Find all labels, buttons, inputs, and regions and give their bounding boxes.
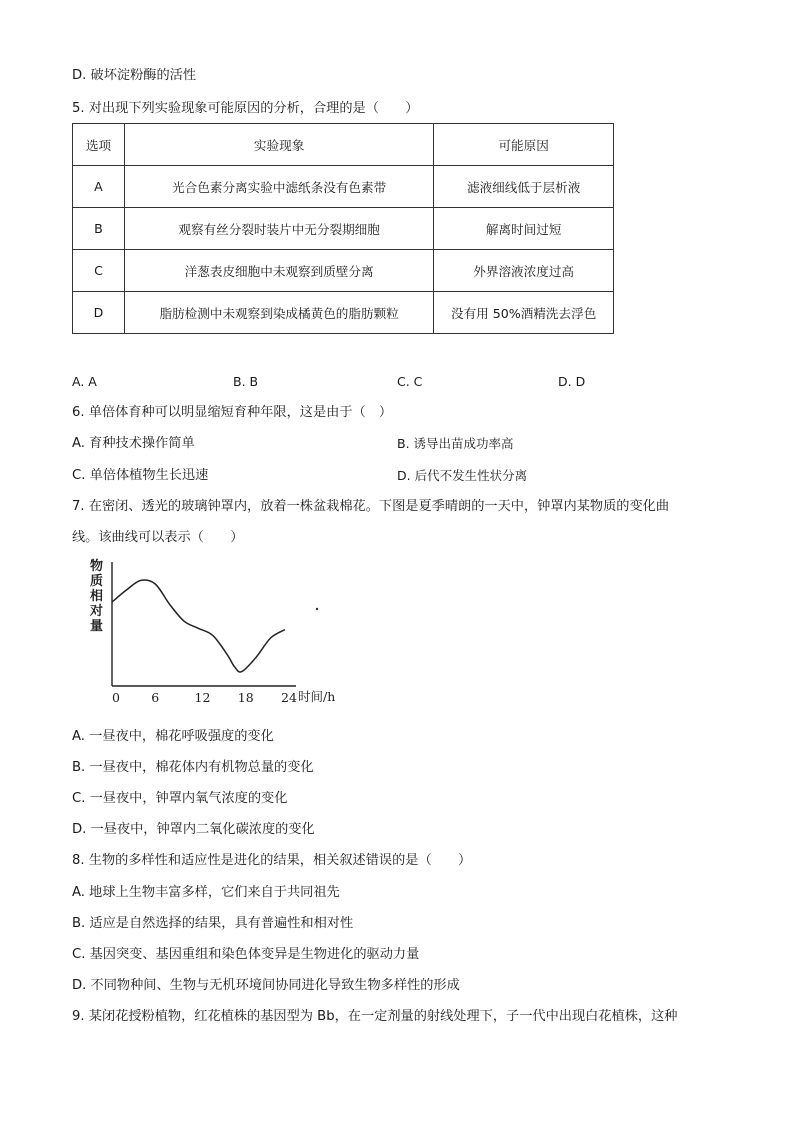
table-header-row: [73, 124, 614, 166]
q8-option-b: B. 适应是自然选择的结果，具有普遍性和相对性: [72, 916, 354, 931]
table-cell: D: [73, 292, 125, 334]
table-cell: 解离时间过短: [434, 208, 614, 250]
table-header-cell: 选项: [73, 124, 125, 166]
q8-option-a: A. 地球上生物丰富多样，它们来自于共同祖先: [72, 885, 340, 900]
q5-option-b: B. B: [233, 374, 259, 389]
q8-option-d: D. 不同物种间、生物与无机环境间协同进化导致生物多样性的形成: [72, 978, 460, 993]
x-tick-label: 18: [237, 690, 254, 705]
q8-stem: 8. 生物的多样性和适应性是进化的结果，相关叙述错误的是（ ）: [72, 853, 472, 868]
x-tick-label: 6: [151, 690, 160, 705]
q8-option-c: C. 基因突变、基因重组和染色体变异是生物进化的驱动力量: [72, 947, 420, 962]
table-cell: 光合色素分离实验中滤纸条没有色素带: [124, 166, 433, 208]
table-cell: A: [73, 166, 125, 208]
y-axis-label: [89, 558, 103, 634]
table-cell: 洋葱表皮细胞中未观察到质壁分离: [124, 250, 433, 292]
y-axis-label-char: 相: [90, 589, 104, 604]
q6-option-a: A. 育种技术操作简单: [72, 436, 195, 451]
y-axis-label-char: 量: [90, 619, 104, 634]
x-axis-label: 时间/h: [298, 689, 336, 704]
table-cell: 没有用 50%酒精洗去浮色: [434, 292, 614, 334]
y-axis-label-char: 物: [90, 559, 104, 574]
x-tick-label: 24: [281, 690, 297, 705]
table-row: [73, 166, 614, 208]
q6-option-b: B. 诱导出苗成功率高: [397, 436, 514, 451]
table-cell: 滤液细线低于层析液: [434, 166, 614, 208]
table-header-cell: 实验现象: [124, 124, 433, 166]
q4-option-d: D. 破坏淀粉酶的活性: [72, 68, 197, 83]
table-cell: 脂肪检测中未观察到染成橘黄色的脂肪颗粒: [124, 292, 433, 334]
table-cell: B: [73, 208, 125, 250]
q9-stem: 9. 某闭花授粉植物，红花植株的基因型为 Bb，在一定剂量的射线处理下，子一代中出现白花植株，这种: [72, 1009, 678, 1024]
table-row: [73, 250, 614, 292]
y-axis-label-char: 对: [90, 604, 104, 619]
table-cell: 观察有丝分裂时装片中无分裂期细胞: [124, 208, 433, 250]
q6-option-d: D. 后代不发生性状分离: [397, 468, 528, 483]
q5-option-d: D. D: [558, 374, 586, 389]
q7-stem-line-1: 7. 在密闭、透光的玻璃钟罩内，放着一株盆栽棉花。下图是夏季晴朗的一天中，钟罩内某物质的变化曲: [72, 499, 670, 514]
q7-graph-svg: [86, 556, 356, 712]
table-header-cell: 可能原因: [434, 124, 614, 166]
q5-option-a: A. A: [72, 374, 97, 389]
q7-option-c: C. 一昼夜中，钟罩内氧气浓度的变化: [72, 791, 288, 806]
q7-option-d: D. 一昼夜中，钟罩内二氧化碳浓度的变化: [72, 822, 315, 837]
q6-stem: 6. 单倍体育种可以明显缩短育种年限，这是由于（ ）: [72, 405, 393, 420]
q7-stem-line-2: 线。该曲线可以表示（ ）: [72, 530, 244, 545]
q5-table: [72, 123, 614, 334]
q5-option-c: C. C: [397, 374, 423, 389]
y-axis-label-char: 质: [90, 574, 104, 589]
series-curve: [112, 580, 285, 672]
table-cell: 外界溶液浓度过高: [434, 250, 614, 292]
q7-graph: [86, 556, 356, 716]
stray-dot: [316, 608, 318, 610]
q5-stem: 5. 对出现下列实验现象可能原因的分析，合理的是（ ）: [72, 101, 419, 116]
q7-option-a: A. 一昼夜中，棉花呼吸强度的变化: [72, 729, 274, 744]
table-cell: C: [73, 250, 125, 292]
table-row: [73, 208, 614, 250]
x-tick-label: 12: [194, 690, 211, 705]
q6-option-c: C. 单倍体植物生长迅速: [72, 468, 209, 483]
table-row: [73, 292, 614, 334]
x-tick-label: 0: [112, 690, 120, 705]
q7-option-b: B. 一昼夜中，棉花体内有机物总量的变化: [72, 760, 314, 775]
